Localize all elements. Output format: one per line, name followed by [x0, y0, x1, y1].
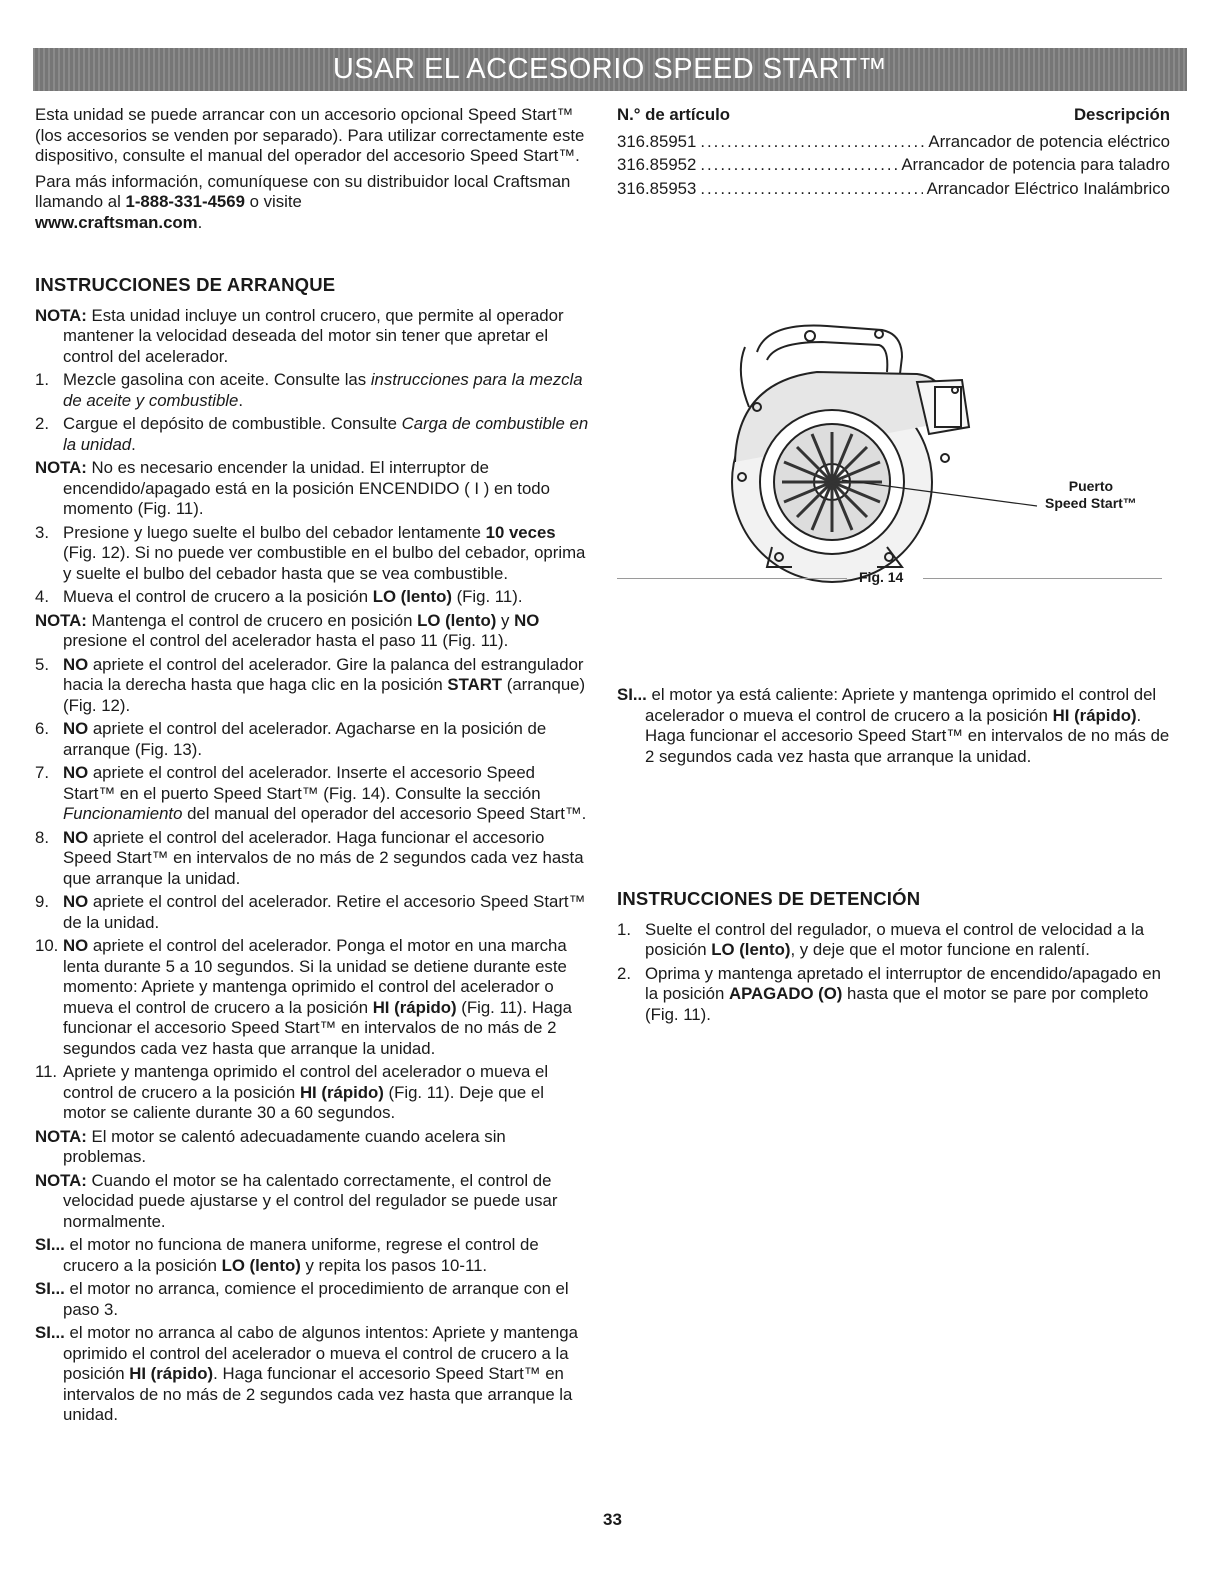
start-step-7: 7. NO apriete el control del acelerador. Inserte el accesorio Speed Start™ en el puerto Speed Start™ (Fig. 14). Consulte la sección Funcionamiento del manual del operador del accesorio Speed Start™. [35, 763, 587, 823]
section-title: USAR EL ACCESORIO SPEED START™ [332, 53, 888, 85]
phone-number: 1-888-331-4569 [125, 192, 245, 211]
stop-step-2: 2. Oprima y mantenga apretado el interruptor de encendido/apagado en la posición APAGADO (O) hasta que el motor se pare por completo (Fig. 11). [617, 963, 1161, 1024]
note-warm-engine: NOTA: El motor se calentó adecuadamente cuando acelera sin problemas. [35, 1126, 506, 1166]
parts-row: 316.85953 ..... Arrancador Eléctrico Inalámbrico [617, 179, 1170, 200]
parts-row: 316.85952 ..... Arrancador de potencia para taladro [617, 155, 1170, 176]
if-no-start-after-tries: SI... el motor no arranca al cabo de algunos intentos: Apriete y mantenga oprimido el control del acelerador o mueva el control de crucero a la posición HI (rápido). Haga funcionar el accesorio Speed Start™ en intervalos de no más de 2 segundos cada vez hasta que arranque la unidad. [35, 1323, 578, 1424]
start-step-5: 5. NO apriete el control del acelerador. Gire la palanca del estrangulador hacia la derecha hasta que haga clic en la posición START (arranque) (Fig. 12). [35, 654, 586, 715]
section-banner [33, 48, 1187, 91]
start-heading: INSTRUCCIONES DE ARRANQUE [35, 274, 336, 295]
figure-14 [617, 312, 1162, 592]
start-step-4: 4. Mueva el control de crucero a la posición LO (lento) (Fig. 11). [35, 587, 523, 606]
note-speed-control: NOTA: Cuando el motor se ha calentado correctamente, el control de velocidad puede ajustarse y el control del regulador se puede usar normalmente. [35, 1170, 558, 1231]
item-number-header: N.° de artículo [617, 105, 731, 124]
right-column [617, 105, 1170, 202]
caption-rule-left [617, 578, 847, 579]
start-step-10: 10. NO apriete el control del acelerador. Ponga el motor en una marcha lenta durante 5 a 10 segundos. Si la unidad se detiene durante este momento: Apriete y mantenga oprimido el control del acelerador o mueva el control de crucero a la posición HI (rápido) (Fig. 11). Haga funcionar el accesorio Speed Start™ en intervalos de no más de 2 segundos cada vez hasta que arranque la unidad. [35, 936, 572, 1058]
if-no-start: SI... el motor no arranca, comience el procedimiento de arranque con el paso 3. [35, 1279, 569, 1319]
if-uneven: SI... el motor no funciona de manera uniforme, regrese el control de crucero a la posición LO (lento) y repita los pasos 10-11. [35, 1235, 539, 1275]
start-step-9: 9. NO apriete el control del acelerador. Retire el accesorio Speed Start™ de la unidad. [35, 892, 586, 932]
stop-block [617, 889, 1170, 1028]
intro-paragraph: Esta unidad se puede arrancar con un accesorio opcional Speed Start™ (los accesorios se venden por separado). Para utilizar correctamente este dispositivo, consulte el manual del operador del accesorio Speed Start™. [35, 105, 585, 165]
start-step-1: 1. Mezcle gasolina con aceite. Consulte las instrucciones para la mezcla de aceite y combustible. [35, 370, 583, 410]
parts-row: 316.85951 ..... Arrancador de potencia eléctrico [617, 132, 1170, 153]
stop-step-1: 1. Suelte el control del regulador, o mueva el control de velocidad a la posición LO (lento), y deje que el motor funcione en ralentí. [617, 919, 1145, 959]
if-engine-warm: SI... el motor ya está caliente: Apriete y mantenga oprimido el control del acelerador o mueva el control de crucero a la posición HI (rápido). Haga funcionar el accesorio Speed Start™ en intervalos de no más de 2 segundos cada vez hasta que arranque la unidad. [617, 685, 1170, 766]
start-step-2: 2. Cargue el depósito de combustible. Consulte Carga de combustible en la unidad. [35, 414, 589, 454]
parts-table-header [617, 105, 1170, 126]
figure-caption: Fig. 14 [859, 569, 904, 585]
start-step-8: 8. NO apriete el control del acelerador. Haga funcionar el accesorio Speed Start™ en intervalos de no más de 2 segundos cada vez hasta que arranque la unidad. [35, 827, 584, 888]
contact-paragraph: Para más información, comuníquese con su distribuidor local Craftsman llamando al 1-888-331-4569 o visite www.craftsman.com. [35, 171, 571, 232]
description-header: Descripción [1073, 105, 1170, 124]
start-step-3: 3. Presione y luego suelte el bulbo del cebador lentamente 10 veces (Fig. 12). Si no puede ver combustible en el bulbo del cebador, oprima y suelte el bulbo del cebador hasta que se vea combustible. [35, 522, 586, 583]
page-number: 33 [603, 1510, 622, 1529]
note-cruise-lo: NOTA: Mantenga el control de crucero en posición LO (lento) y NO presione el control del acelerador hasta el paso 11 (Fig. 11). [35, 610, 540, 650]
blower-illustration [617, 312, 1162, 592]
speed-start-port-callout: Puerto Speed Start™ [1045, 478, 1137, 511]
note-switch: NOTA: No es necesario encender la unidad. El interruptor de encendido/apagado está en la posición ENCENDIDO ( I ) en todo momento (Fig. 11). [35, 458, 550, 518]
note-cruise-control: NOTA: Esta unidad incluye un control crucero, que permite al operador mantener la velocidad deseada del motor sin tener que apretar el control del acelerador. [35, 305, 564, 366]
start-step-11: 11. Apriete y mantenga oprimido el control del acelerador o mueva el control de crucero a la posición HI (rápido) (Fig. 11). Deje que el motor se caliente durante 30 a 60 segundos. [35, 1062, 549, 1122]
website-link[interactable]: www.craftsman.com [35, 212, 198, 232]
start-step-6: 6. NO apriete el control del acelerador. Agacharse en la posición de arranque (Fig. 13). [35, 719, 547, 759]
caption-rule-right [923, 578, 1162, 579]
left-column [35, 105, 590, 1429]
stop-heading: INSTRUCCIONES DE DETENCIÓN [617, 888, 921, 909]
warm-engine-block [617, 685, 1170, 770]
